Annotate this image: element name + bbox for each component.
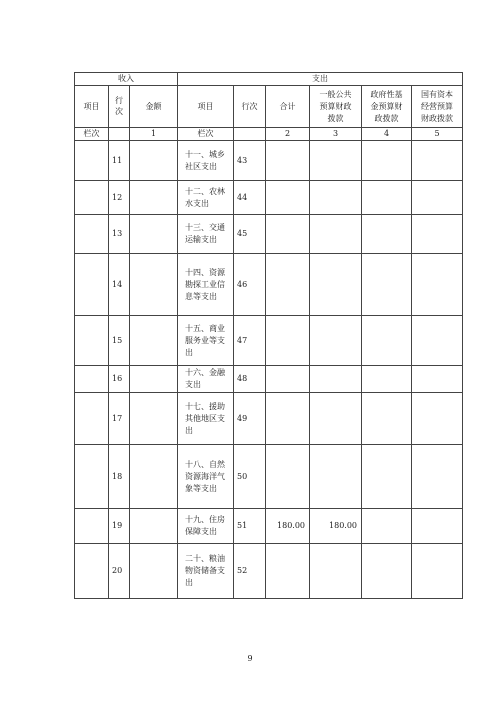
state-capital-budget-cell xyxy=(412,445,463,509)
expense-row-number: 46 xyxy=(234,254,266,316)
expense-item-cell: 十四、资源 勘探工业信 息等支出 xyxy=(178,254,234,316)
expense-item-cell: 十五、商业 服务业等支 出 xyxy=(178,316,234,366)
state-capital-budget-cell xyxy=(412,254,463,316)
total-cell xyxy=(266,141,310,181)
expense-group-header: 支出 xyxy=(178,73,463,86)
table-row xyxy=(75,544,463,599)
income-row-number: 19 xyxy=(109,509,130,544)
general-budget-cell xyxy=(310,316,362,366)
general-budget-cell xyxy=(310,393,362,445)
income-row-number: 15 xyxy=(109,316,130,366)
table-row xyxy=(75,215,463,254)
general-budget-cell xyxy=(310,254,362,316)
total-header: 合计 xyxy=(266,86,310,128)
income-amount-cell xyxy=(130,181,178,215)
column-number-row xyxy=(75,128,463,141)
column-number: 栏次 xyxy=(75,128,109,141)
total-cell xyxy=(266,366,310,393)
column-number: 2 xyxy=(266,128,310,141)
income-row-number: 12 xyxy=(109,181,130,215)
fund-budget-cell xyxy=(362,181,412,215)
general-budget-cell xyxy=(310,215,362,254)
fund-budget-header: 政府性基 金预算财 政拨款 xyxy=(362,86,412,128)
expense-row-number: 44 xyxy=(234,181,266,215)
fund-budget-cell xyxy=(362,393,412,445)
fund-budget-cell xyxy=(362,445,412,509)
expense-item-cell: 十七、援助 其他地区支 出 xyxy=(178,393,234,445)
expense-row-number: 48 xyxy=(234,366,266,393)
column-number xyxy=(234,128,266,141)
income-amount-cell xyxy=(130,445,178,509)
column-number: 4 xyxy=(362,128,412,141)
state-capital-budget-cell xyxy=(412,544,463,599)
fund-budget-cell xyxy=(362,215,412,254)
total-cell xyxy=(266,393,310,445)
fund-budget-cell xyxy=(362,366,412,393)
general-budget-cell xyxy=(310,544,362,599)
state-capital-budget-header: 国有资本 经营预算 财政拨款 xyxy=(412,86,463,128)
column-number: 栏次 xyxy=(178,128,234,141)
income-row-number: 18 xyxy=(109,445,130,509)
expense-row-number: 50 xyxy=(234,445,266,509)
expense-row-number: 51 xyxy=(234,509,266,544)
expense-row-number: 52 xyxy=(234,544,266,599)
income-amount-cell xyxy=(130,141,178,181)
income-amount-cell xyxy=(130,366,178,393)
income-item-cell xyxy=(75,445,109,509)
expense-row-number: 43 xyxy=(234,141,266,181)
income-item-cell xyxy=(75,366,109,393)
table-row xyxy=(75,254,463,316)
income-amount-header: 金额 xyxy=(130,86,178,128)
expense-item-cell: 十一、城乡 社区支出 xyxy=(178,141,234,181)
income-item-cell xyxy=(75,509,109,544)
income-item-cell xyxy=(75,181,109,215)
expense-item-cell: 十六、金融 支出 xyxy=(178,366,234,393)
state-capital-budget-cell xyxy=(412,141,463,181)
income-amount-cell xyxy=(130,544,178,599)
column-number: 1 xyxy=(130,128,178,141)
income-row-number: 14 xyxy=(109,254,130,316)
column-number: 3 xyxy=(310,128,362,141)
income-amount-cell xyxy=(130,509,178,544)
state-capital-budget-cell xyxy=(412,181,463,215)
expense-item-cell: 十二、农林 水支出 xyxy=(178,181,234,215)
table-row xyxy=(75,141,463,181)
income-row-number: 20 xyxy=(109,544,130,599)
income-row-number: 16 xyxy=(109,366,130,393)
fund-budget-cell xyxy=(362,544,412,599)
income-amount-cell xyxy=(130,215,178,254)
column-header-row xyxy=(75,86,463,128)
state-capital-budget-cell xyxy=(412,509,463,544)
table-row xyxy=(75,181,463,215)
total-cell xyxy=(266,445,310,509)
income-row-number-header: 行次 xyxy=(109,86,130,128)
fund-budget-cell xyxy=(362,254,412,316)
income-item-header: 项目 xyxy=(75,86,109,128)
income-amount-cell xyxy=(130,316,178,366)
table-row xyxy=(75,445,463,509)
fund-budget-cell xyxy=(362,509,412,544)
total-cell xyxy=(266,254,310,316)
expense-row-number: 45 xyxy=(234,215,266,254)
state-capital-budget-cell xyxy=(412,366,463,393)
general-budget-cell: 180.00 xyxy=(310,509,362,544)
column-number: 5 xyxy=(412,128,463,141)
general-budget-cell xyxy=(310,366,362,393)
state-capital-budget-cell xyxy=(412,393,463,445)
state-capital-budget-cell xyxy=(412,316,463,366)
general-budget-header: 一般公共 预算财政 拨款 xyxy=(310,86,362,128)
total-cell xyxy=(266,215,310,254)
fund-budget-cell xyxy=(362,141,412,181)
group-header-row xyxy=(75,73,463,86)
expense-row-number: 47 xyxy=(234,316,266,366)
total-cell xyxy=(266,544,310,599)
table-row xyxy=(75,509,463,544)
expense-row-number-header: 行次 xyxy=(234,86,266,128)
income-item-cell xyxy=(75,316,109,366)
fund-budget-cell xyxy=(362,316,412,366)
state-capital-budget-cell xyxy=(412,215,463,254)
income-item-cell xyxy=(75,215,109,254)
income-row-number: 17 xyxy=(109,393,130,445)
total-cell xyxy=(266,316,310,366)
table-row xyxy=(75,393,463,445)
column-number xyxy=(109,128,130,141)
income-amount-cell xyxy=(130,393,178,445)
total-cell xyxy=(266,181,310,215)
budget-table xyxy=(74,72,463,599)
expense-item-cell: 十八、自然 资源海洋气 象等支出 xyxy=(178,445,234,509)
expense-item-header: 项目 xyxy=(178,86,234,128)
income-row-number: 13 xyxy=(109,215,130,254)
income-row-number: 11 xyxy=(109,141,130,181)
expense-row-number: 49 xyxy=(234,393,266,445)
income-item-cell xyxy=(75,393,109,445)
income-amount-cell xyxy=(130,254,178,316)
general-budget-cell xyxy=(310,445,362,509)
income-item-cell xyxy=(75,254,109,316)
income-item-cell xyxy=(75,141,109,181)
total-cell: 180.00 xyxy=(266,509,310,544)
expense-item-cell: 二十、粮油 物资储备支 出 xyxy=(178,544,234,599)
general-budget-cell xyxy=(310,141,362,181)
general-budget-cell xyxy=(310,181,362,215)
expense-item-cell: 十三、交通 运输支出 xyxy=(178,215,234,254)
income-item-cell xyxy=(75,544,109,599)
page-number: 9 xyxy=(247,654,253,663)
expense-item-cell: 十九、住房 保障支出 xyxy=(178,509,234,544)
income-group-header: 收入 xyxy=(75,73,178,86)
table-row xyxy=(75,316,463,366)
table-row xyxy=(75,366,463,393)
